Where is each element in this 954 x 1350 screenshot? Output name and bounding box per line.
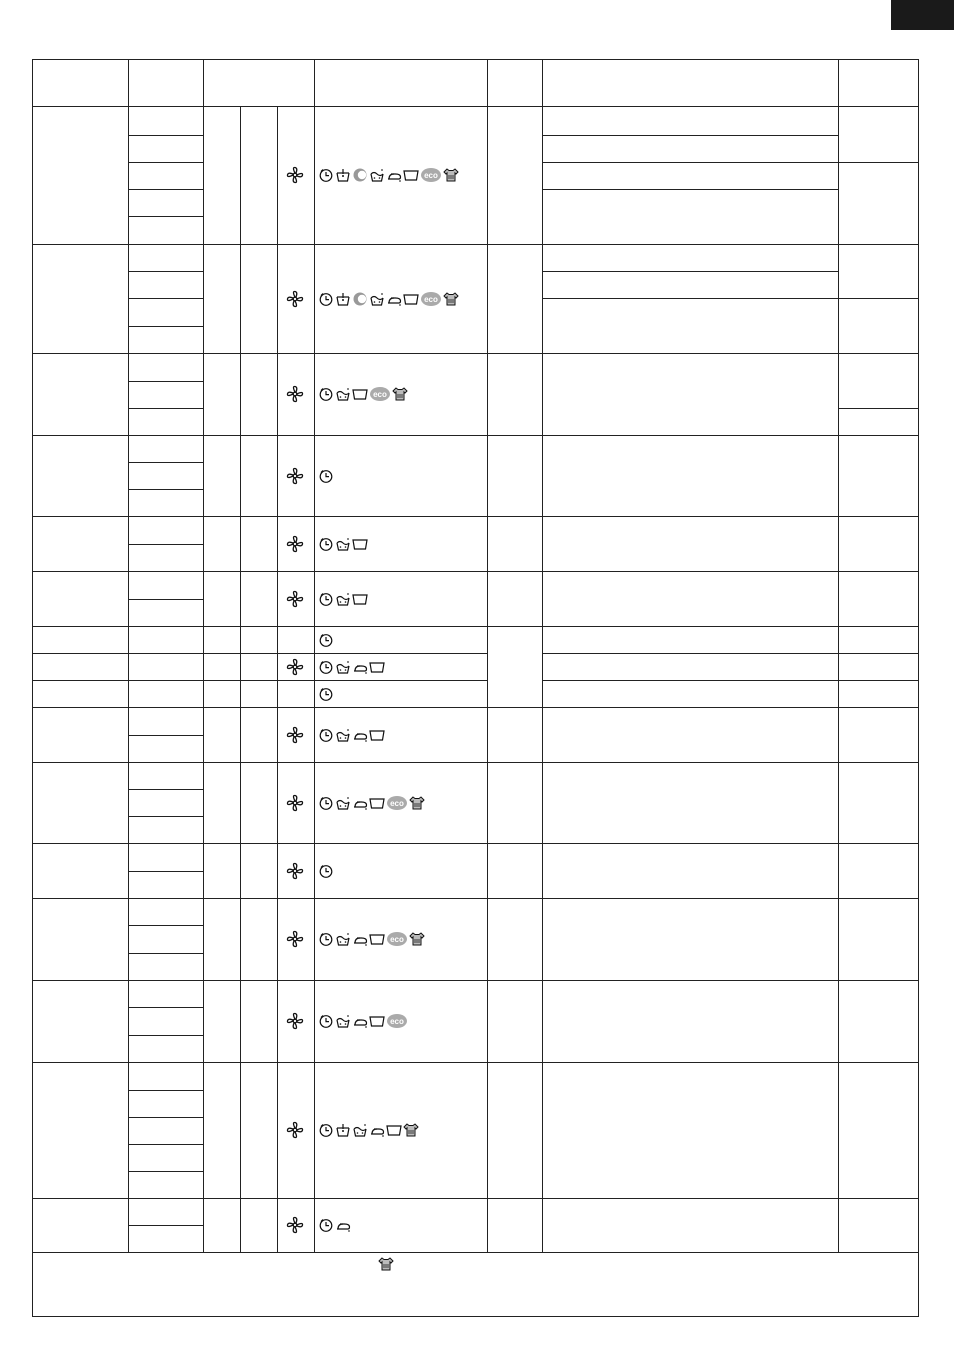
fan-icon bbox=[286, 862, 304, 880]
option-icons bbox=[318, 534, 368, 554]
column-rule bbox=[487, 106, 488, 1252]
prewash-icon bbox=[335, 291, 351, 307]
table-border-right bbox=[918, 59, 919, 1316]
timer-icon bbox=[318, 291, 334, 307]
subrow-rule bbox=[128, 189, 203, 190]
fan-icon bbox=[286, 467, 304, 485]
subrow-rule bbox=[128, 544, 203, 545]
group-rule bbox=[32, 516, 918, 517]
subrow-rule bbox=[128, 408, 203, 409]
timer-icon bbox=[318, 536, 334, 552]
subrow-rule bbox=[128, 871, 203, 872]
tub-icon bbox=[369, 795, 385, 811]
description-rule bbox=[542, 298, 838, 299]
shirt-icon bbox=[409, 931, 425, 947]
option-icons bbox=[318, 1011, 408, 1031]
extra-rinse-icon bbox=[352, 1122, 368, 1138]
iron-icon bbox=[386, 291, 402, 307]
svg-text:eco: eco bbox=[373, 390, 387, 399]
column-rule bbox=[203, 59, 204, 106]
timer-icon bbox=[318, 727, 334, 743]
group-rule bbox=[32, 435, 918, 436]
night-icon bbox=[352, 167, 368, 183]
iron-icon bbox=[352, 1013, 368, 1029]
svg-text:eco: eco bbox=[390, 798, 404, 808]
column-rule bbox=[314, 106, 315, 1252]
column-rule bbox=[542, 59, 543, 106]
group-rule bbox=[542, 653, 918, 654]
fan-icon bbox=[286, 166, 304, 184]
subrow-rule bbox=[128, 953, 203, 954]
subrow-rule bbox=[128, 1090, 203, 1091]
group-rule bbox=[32, 571, 918, 572]
eco-icon bbox=[386, 795, 408, 811]
shirt-icon bbox=[392, 386, 408, 402]
group-rule bbox=[32, 707, 918, 708]
subrow-rule bbox=[128, 735, 203, 736]
option-icons bbox=[318, 861, 334, 881]
column-rule bbox=[838, 59, 839, 106]
shirt-icon bbox=[409, 795, 425, 811]
subrow-rule bbox=[128, 1007, 203, 1008]
svg-text:eco: eco bbox=[390, 935, 404, 944]
subrow-rule bbox=[128, 1225, 203, 1226]
tub-icon bbox=[386, 1122, 402, 1138]
extra-rinse-icon bbox=[335, 536, 351, 552]
tub-icon bbox=[352, 386, 368, 402]
timer-icon bbox=[318, 1013, 334, 1029]
extra-rinse-icon bbox=[335, 795, 351, 811]
description-rule bbox=[542, 162, 838, 163]
fan-icon bbox=[286, 794, 304, 812]
description-rule bbox=[542, 271, 838, 272]
prewash-icon bbox=[335, 167, 351, 183]
column-rule bbox=[838, 106, 839, 1252]
tub-icon bbox=[369, 1013, 385, 1029]
fan-icon bbox=[286, 1012, 304, 1030]
option-icons bbox=[318, 589, 368, 609]
tub-icon bbox=[403, 167, 419, 183]
group-rule bbox=[32, 762, 918, 763]
tub-icon bbox=[403, 291, 419, 307]
group-rule bbox=[32, 626, 918, 627]
group-rule bbox=[32, 1252, 918, 1253]
subrow-rule bbox=[128, 216, 203, 217]
remark-rule bbox=[838, 298, 918, 299]
option-icons bbox=[318, 1120, 419, 1140]
option-icons bbox=[318, 165, 459, 185]
tub-icon bbox=[352, 591, 368, 607]
column-rule bbox=[314, 59, 315, 106]
option-icons bbox=[318, 793, 425, 813]
iron-icon bbox=[352, 659, 368, 675]
eco-icon bbox=[386, 931, 408, 947]
eco-icon bbox=[369, 386, 391, 402]
subrow-rule bbox=[128, 462, 203, 463]
option-icons bbox=[318, 1215, 351, 1235]
eco-icon bbox=[386, 1013, 408, 1029]
night-icon bbox=[352, 291, 368, 307]
column-rule bbox=[240, 106, 241, 1252]
subrow-rule bbox=[128, 816, 203, 817]
subrow-rule bbox=[128, 381, 203, 382]
description-rule bbox=[542, 135, 838, 136]
option-icons bbox=[318, 929, 425, 949]
extra-rinse-icon bbox=[335, 727, 351, 743]
svg-text:eco: eco bbox=[424, 171, 438, 180]
timer-icon bbox=[318, 591, 334, 607]
option-icons bbox=[318, 384, 408, 404]
fan-icon bbox=[286, 290, 304, 308]
extra-rinse-icon bbox=[335, 931, 351, 947]
subrow-rule bbox=[128, 1117, 203, 1118]
column-rule bbox=[277, 106, 278, 1252]
subrow-rule bbox=[128, 298, 203, 299]
extra-rinse-icon bbox=[369, 291, 385, 307]
option-icons bbox=[318, 725, 385, 745]
timer-icon bbox=[318, 167, 334, 183]
subrow-rule bbox=[128, 326, 203, 327]
group-rule bbox=[32, 353, 918, 354]
subrow-rule bbox=[128, 1171, 203, 1172]
column-rule bbox=[487, 59, 488, 106]
subrow-rule bbox=[128, 925, 203, 926]
option-icons bbox=[318, 466, 334, 486]
tub-icon bbox=[369, 931, 385, 947]
group-rule bbox=[32, 653, 487, 654]
iron-icon bbox=[352, 931, 368, 947]
timer-icon bbox=[318, 795, 334, 811]
column-rule bbox=[203, 106, 204, 1252]
timer-icon bbox=[318, 386, 334, 402]
timer-icon bbox=[318, 1217, 334, 1233]
timer-icon bbox=[318, 1122, 334, 1138]
subrow-rule bbox=[128, 789, 203, 790]
subrow-rule bbox=[128, 1144, 203, 1145]
tub-icon bbox=[369, 659, 385, 675]
extra-rinse-icon bbox=[335, 1013, 351, 1029]
timer-icon bbox=[318, 931, 334, 947]
group-rule bbox=[32, 680, 487, 681]
iron-icon bbox=[352, 727, 368, 743]
timer-icon bbox=[318, 659, 334, 675]
eco-icon bbox=[420, 291, 442, 307]
option-icons bbox=[318, 289, 459, 309]
iron-icon bbox=[369, 1122, 385, 1138]
column-rule bbox=[128, 59, 129, 106]
description-rule bbox=[542, 189, 838, 190]
column-rule bbox=[542, 106, 543, 1252]
iron-icon bbox=[386, 167, 402, 183]
shirt-icon bbox=[377, 1256, 395, 1272]
group-rule bbox=[32, 1198, 918, 1199]
table-border-left bbox=[32, 59, 33, 1316]
subrow-rule bbox=[128, 1035, 203, 1036]
column-rule bbox=[128, 106, 129, 1252]
svg-text:eco: eco bbox=[424, 294, 438, 304]
svg-text:eco: eco bbox=[390, 1017, 404, 1026]
group-rule bbox=[542, 680, 918, 681]
group-rule bbox=[32, 898, 918, 899]
shirt-icon bbox=[443, 167, 459, 183]
table-border-bottom bbox=[32, 1316, 919, 1317]
fan-icon bbox=[286, 930, 304, 948]
fan-icon bbox=[286, 385, 304, 403]
timer-icon bbox=[318, 686, 334, 702]
subrow-rule bbox=[128, 271, 203, 272]
extra-rinse-icon bbox=[335, 659, 351, 675]
subrow-rule bbox=[128, 489, 203, 490]
shirt-icon bbox=[403, 1122, 419, 1138]
group-rule bbox=[32, 1062, 918, 1063]
prewash-icon bbox=[335, 1122, 351, 1138]
subrow-rule bbox=[128, 599, 203, 600]
timer-icon bbox=[318, 863, 334, 879]
timer-icon bbox=[318, 468, 334, 484]
eco-icon bbox=[420, 167, 442, 183]
subrow-rule bbox=[128, 162, 203, 163]
remark-rule bbox=[838, 408, 918, 409]
option-icons bbox=[318, 657, 385, 677]
group-rule bbox=[32, 244, 918, 245]
tub-icon bbox=[369, 727, 385, 743]
group-rule bbox=[32, 980, 918, 981]
option-icons bbox=[318, 684, 334, 704]
tub-icon bbox=[352, 536, 368, 552]
fan-icon bbox=[286, 1216, 304, 1234]
extra-rinse-icon bbox=[335, 386, 351, 402]
timer-icon bbox=[318, 632, 334, 648]
fan-icon bbox=[286, 1121, 304, 1139]
iron-icon bbox=[335, 1217, 351, 1233]
fan-icon bbox=[286, 535, 304, 553]
fan-icon bbox=[286, 658, 304, 676]
extra-rinse-icon bbox=[335, 591, 351, 607]
group-rule bbox=[32, 843, 918, 844]
extra-rinse-icon bbox=[369, 167, 385, 183]
header-rule bbox=[32, 106, 918, 107]
shirt-icon bbox=[443, 291, 459, 307]
fan-icon bbox=[286, 590, 304, 608]
fan-icon bbox=[286, 726, 304, 744]
table-border-top bbox=[32, 59, 919, 60]
option-icons bbox=[318, 630, 334, 650]
remark-rule bbox=[838, 162, 918, 163]
iron-icon bbox=[352, 795, 368, 811]
footnote-shirt-icon bbox=[377, 1256, 395, 1272]
subrow-rule bbox=[128, 135, 203, 136]
